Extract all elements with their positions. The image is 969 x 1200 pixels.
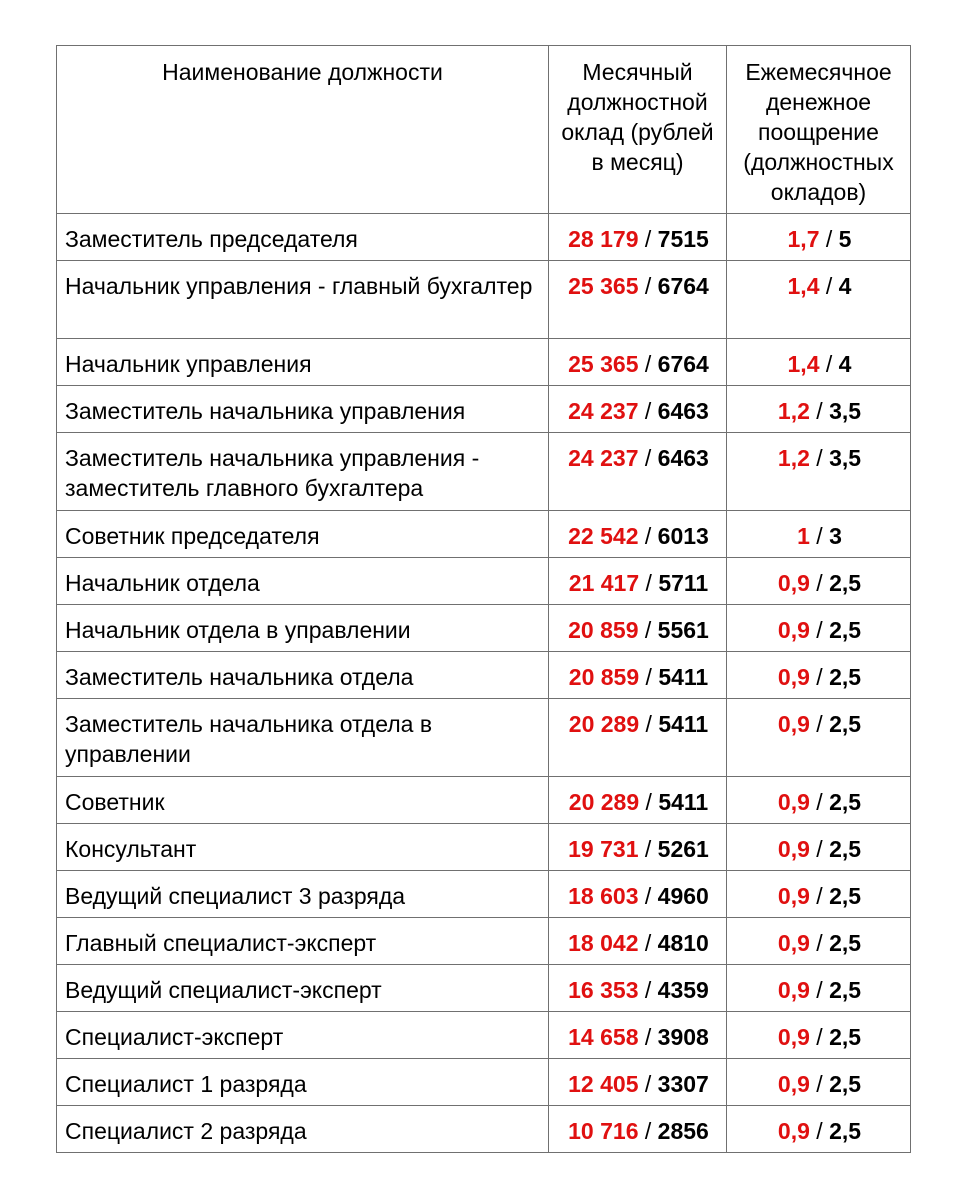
salary-cell	[549, 511, 727, 558]
salary-new: 18 603	[568, 883, 639, 909]
table-row	[57, 965, 911, 1012]
bonus-separator: /	[825, 226, 833, 252]
position-name: Консультант	[57, 824, 549, 871]
bonus-cell	[727, 558, 911, 605]
salary-cell	[549, 1059, 727, 1106]
position-name: Советник	[57, 777, 549, 824]
bonus-new: 0,9	[777, 570, 810, 596]
bonus-old: 2,5	[829, 1118, 862, 1144]
bonus-cell	[727, 1106, 911, 1153]
salary-cell	[549, 871, 727, 918]
bonus-new: 1,4	[787, 273, 820, 299]
salary-separator: /	[644, 1024, 652, 1050]
position-name: Специалист-эксперт	[57, 1012, 549, 1059]
table-row	[57, 433, 911, 511]
bonus-new: 1,2	[777, 398, 810, 424]
bonus-old: 2,5	[829, 1024, 862, 1050]
salary-old: 4359	[657, 977, 709, 1003]
bonus-old: 3,5	[829, 445, 862, 471]
salary-separator: /	[644, 617, 652, 643]
position-name: Ведущий специалист 3 разряда	[57, 871, 549, 918]
salary-cell	[549, 386, 727, 433]
salary-new: 25 365	[568, 351, 639, 377]
table-row	[57, 261, 911, 339]
table-row	[57, 386, 911, 433]
salary-cell	[549, 777, 727, 824]
salary-separator: /	[644, 226, 652, 252]
header-position: Наименование должности	[57, 46, 549, 214]
salary-new: 20 859	[568, 664, 640, 690]
bonus-new: 0,9	[777, 711, 810, 737]
salary-separator: /	[644, 445, 652, 471]
position-name: Начальник управления	[57, 339, 549, 386]
table-row	[57, 339, 911, 386]
bonus-cell	[727, 339, 911, 386]
salary-new: 20 859	[568, 617, 639, 643]
salary-new: 25 365	[568, 273, 639, 299]
bonus-separator: /	[816, 570, 823, 596]
table-row	[57, 699, 911, 777]
salary-separator: /	[644, 273, 652, 299]
salary-new: 28 179	[568, 226, 639, 252]
header-bonus: Ежемесячное денежное поощрение (должностных окладов)	[727, 46, 911, 214]
bonus-separator: /	[816, 789, 823, 815]
bonus-separator: /	[825, 273, 833, 299]
salary-old: 6463	[657, 445, 709, 471]
bonus-new: 1	[797, 523, 810, 549]
salary-cell	[549, 824, 727, 871]
salary-separator: /	[644, 351, 652, 377]
bonus-cell	[727, 605, 911, 652]
position-name: Начальник отдела в управлении	[57, 605, 549, 652]
bonus-old: 2,5	[829, 883, 862, 909]
bonus-cell	[727, 214, 911, 261]
salary-new: 14 658	[568, 1024, 639, 1050]
salary-new: 16 353	[568, 977, 639, 1003]
salary-old: 3908	[657, 1024, 709, 1050]
salary-new: 18 042	[568, 930, 639, 956]
salary-new: 10 716	[568, 1118, 639, 1144]
bonus-new: 0,9	[777, 930, 810, 956]
bonus-separator: /	[816, 398, 823, 424]
salary-old: 5411	[658, 664, 709, 690]
table-row	[57, 558, 911, 605]
bonus-old: 5	[838, 226, 852, 252]
salary-separator: /	[645, 570, 652, 596]
position-name: Начальник управления - главный бухгалтер	[57, 261, 549, 339]
salary-old: 4960	[657, 883, 709, 909]
salary-cell	[549, 433, 727, 511]
position-name: Заместитель председателя	[57, 214, 549, 261]
bonus-new: 0,9	[777, 977, 810, 1003]
bonus-old: 2,5	[829, 570, 862, 596]
bonus-cell	[727, 433, 911, 511]
salary-cell	[549, 261, 727, 339]
table-row	[57, 1106, 911, 1153]
bonus-old: 2,5	[829, 789, 862, 815]
salary-separator: /	[644, 836, 652, 862]
bonus-separator: /	[816, 930, 823, 956]
salary-new: 20 289	[568, 789, 640, 815]
bonus-new: 0,9	[777, 1024, 810, 1050]
position-name: Советник председателя	[57, 511, 549, 558]
bonus-cell	[727, 777, 911, 824]
bonus-cell	[727, 652, 911, 699]
bonus-old: 2,5	[829, 930, 862, 956]
salary-new: 19 731	[568, 836, 639, 862]
header-row	[57, 46, 911, 214]
bonus-cell	[727, 261, 911, 339]
table-row	[57, 1012, 911, 1059]
header-salary: Месячный должностной оклад (рублей в месяц)	[549, 46, 727, 214]
table-row	[57, 871, 911, 918]
salary-old: 5261	[657, 836, 709, 862]
salary-old: 2856	[657, 1118, 709, 1144]
bonus-separator: /	[816, 617, 823, 643]
bonus-cell	[727, 965, 911, 1012]
bonus-old: 2,5	[829, 977, 862, 1003]
position-name: Специалист 2 разряда	[57, 1106, 549, 1153]
bonus-new: 0,9	[777, 1118, 810, 1144]
salary-cell	[549, 965, 727, 1012]
salary-cell	[549, 699, 727, 777]
bonus-separator: /	[816, 1071, 823, 1097]
salary-old: 5411	[658, 711, 709, 737]
salary-old: 7515	[657, 226, 709, 252]
salary-new: 12 405	[568, 1071, 639, 1097]
bonus-new: 0,9	[777, 1071, 810, 1097]
salary-cell	[549, 918, 727, 965]
salary-new: 20 289	[568, 711, 640, 737]
bonus-new: 1,7	[787, 226, 820, 252]
bonus-separator: /	[825, 351, 833, 377]
salary-separator: /	[644, 930, 652, 956]
salary-cell	[549, 558, 727, 605]
bonus-separator: /	[816, 523, 823, 549]
bonus-old: 4	[838, 273, 852, 299]
bonus-old: 2,5	[829, 1071, 862, 1097]
salary-cell	[549, 1106, 727, 1153]
salary-new: 24 237	[568, 445, 639, 471]
salary-cell	[549, 339, 727, 386]
position-name: Заместитель начальника управления	[57, 386, 549, 433]
salary-old: 5411	[658, 789, 709, 815]
salary-old: 6463	[657, 398, 709, 424]
salary-separator: /	[644, 1118, 652, 1144]
salary-old: 4810	[657, 930, 709, 956]
salary-old: 3307	[657, 1071, 709, 1097]
salary-old: 5711	[658, 570, 709, 596]
bonus-cell	[727, 918, 911, 965]
bonus-new: 1,4	[787, 351, 820, 377]
salary-separator: /	[645, 789, 652, 815]
table-row	[57, 777, 911, 824]
position-name: Специалист 1 разряда	[57, 1059, 549, 1106]
bonus-cell	[727, 1059, 911, 1106]
salary-separator: /	[644, 977, 652, 1003]
bonus-new: 0,9	[777, 664, 810, 690]
bonus-old: 2,5	[829, 664, 862, 690]
salary-old: 5561	[657, 617, 709, 643]
salary-new: 22 542	[568, 523, 639, 549]
bonus-separator: /	[816, 836, 823, 862]
salary-table	[56, 45, 911, 1153]
position-name: Ведущий специалист-эксперт	[57, 965, 549, 1012]
salary-separator: /	[644, 883, 652, 909]
bonus-separator: /	[816, 711, 823, 737]
bonus-cell	[727, 511, 911, 558]
table-row	[57, 824, 911, 871]
bonus-separator: /	[816, 1024, 823, 1050]
salary-new: 21 417	[568, 570, 640, 596]
bonus-cell	[727, 871, 911, 918]
position-name: Заместитель начальника отдела в управлении	[57, 699, 549, 777]
table-row	[57, 511, 911, 558]
bonus-old: 3,5	[829, 398, 862, 424]
table-row	[57, 605, 911, 652]
bonus-new: 0,9	[777, 883, 810, 909]
bonus-separator: /	[816, 883, 823, 909]
bonus-separator: /	[816, 977, 823, 1003]
table-row	[57, 214, 911, 261]
bonus-separator: /	[816, 664, 823, 690]
bonus-old: 2,5	[829, 711, 862, 737]
bonus-old: 2,5	[829, 617, 862, 643]
position-name: Начальник отдела	[57, 558, 549, 605]
table-row	[57, 918, 911, 965]
salary-cell	[549, 652, 727, 699]
bonus-new: 1,2	[777, 445, 810, 471]
table-row	[57, 652, 911, 699]
salary-cell	[549, 1012, 727, 1059]
salary-cell	[549, 605, 727, 652]
bonus-new: 0,9	[777, 789, 810, 815]
salary-separator: /	[645, 711, 652, 737]
bonus-new: 0,9	[777, 836, 810, 862]
salary-new: 24 237	[568, 398, 639, 424]
salary-separator: /	[644, 398, 652, 424]
bonus-old: 3	[829, 523, 842, 549]
salary-old: 6013	[657, 523, 709, 549]
bonus-cell	[727, 699, 911, 777]
bonus-cell	[727, 824, 911, 871]
bonus-separator: /	[816, 445, 823, 471]
bonus-separator: /	[816, 1118, 823, 1144]
salary-old: 6764	[657, 273, 709, 299]
salary-old: 6764	[657, 351, 709, 377]
position-name: Заместитель начальника управления - заместитель главного бухгалтера	[57, 433, 549, 511]
bonus-cell	[727, 386, 911, 433]
salary-separator: /	[644, 523, 652, 549]
salary-separator: /	[645, 664, 652, 690]
table-row	[57, 1059, 911, 1106]
position-name: Заместитель начальника отдела	[57, 652, 549, 699]
bonus-cell	[727, 1012, 911, 1059]
salary-cell	[549, 214, 727, 261]
bonus-old: 2,5	[829, 836, 862, 862]
salary-separator: /	[644, 1071, 652, 1097]
position-name: Главный специалист-эксперт	[57, 918, 549, 965]
bonus-new: 0,9	[777, 617, 810, 643]
bonus-old: 4	[838, 351, 852, 377]
